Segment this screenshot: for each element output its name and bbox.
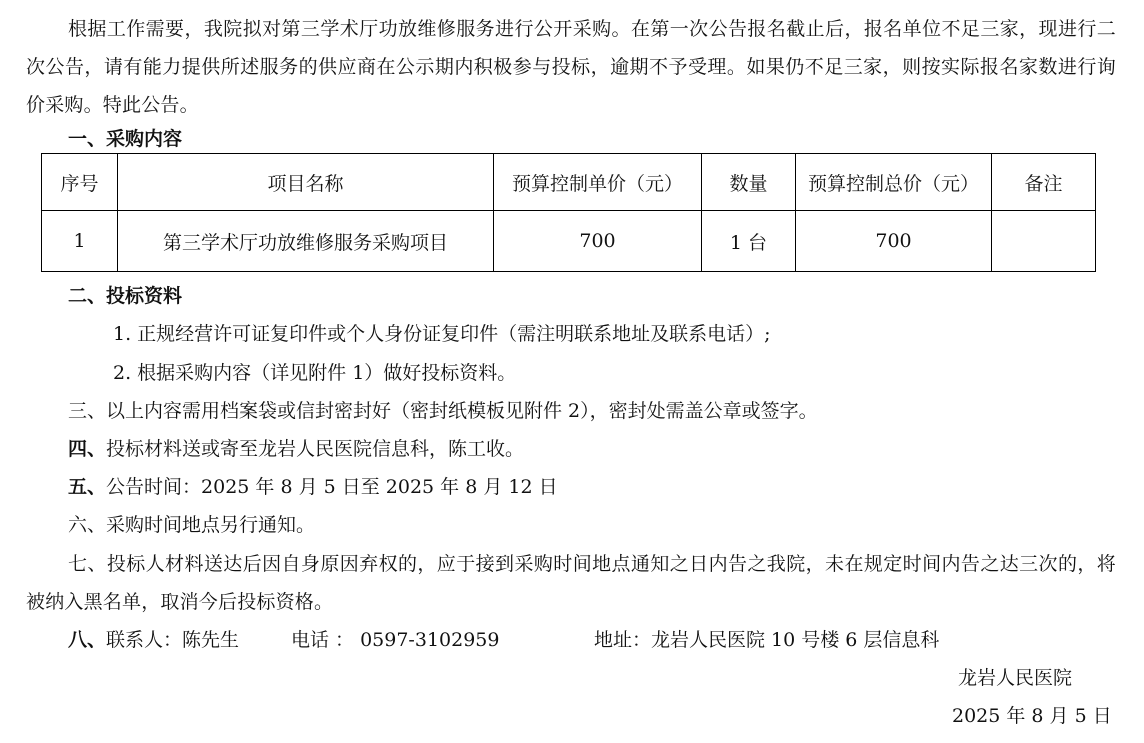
section7-paragraph: 七、投标人材料送达后因自身原因弃权的，应于接到采购时间地点通知之日内告之我院，未在规定时间内告之达三次的，将被纳入黑名单，取消今后投标资格。 bbox=[26, 553, 1116, 613]
section6-text: 六、采购时间地点另行通知。 bbox=[68, 514, 316, 536]
signature-date: 2025 年 8 月 5 日 bbox=[952, 705, 1112, 727]
section8-prefix: 八、 bbox=[68, 629, 107, 651]
table-row bbox=[42, 211, 1096, 272]
contact-address: 地址：龙岩人民医院 10 号楼 6 层信息科 bbox=[594, 629, 940, 651]
section4-prefix: 四、 bbox=[68, 438, 107, 460]
intro-paragraph: 根据工作需要，我院拟对第三学术厅功放维修服务进行公开采购。在第一次公告报名截止后，报名单位不足三家，现进行二次公告，请有能力提供所述服务的供应商在公示期内积极参与投标，逾期不予受理。如果仍不足三家，则按实际报名家数进行询价采购。特此公告。 bbox=[26, 18, 1116, 116]
section1-title: 一、采购内容 bbox=[68, 128, 183, 150]
section2-item-2: 2. 根据采购内容（详见附件 1）做好投标资料。 bbox=[113, 362, 517, 384]
contact-phone: 电话 ： 0597-3102959 bbox=[291, 629, 500, 651]
section2-title: 二、投标资料 bbox=[68, 285, 183, 307]
contact-line bbox=[68, 628, 239, 652]
procurement-table bbox=[41, 153, 1096, 272]
header-serial: 序号 bbox=[42, 154, 118, 211]
section5-text: 公告时间：2025 年 8 月 5 日至 2025 年 8 月 12 日 bbox=[106, 476, 558, 498]
section3-text: 三、以上内容需用档案袋或信封密封好（密封纸模板见附件 2），密封处需盖公章或签字。 bbox=[68, 400, 818, 422]
cell-remarks bbox=[992, 211, 1096, 272]
section5-prefix: 五、 bbox=[68, 476, 107, 498]
section4-text: 投标材料送或寄至龙岩人民医院信息科，陈工收。 bbox=[106, 438, 525, 460]
section5 bbox=[68, 475, 558, 499]
header-remarks: 备注 bbox=[992, 154, 1096, 211]
header-quantity: 数量 bbox=[702, 154, 796, 211]
contact-person: 联系人：陈先生 bbox=[106, 629, 240, 651]
cell-item-name: 第三学术厅功放维修服务采购项目 bbox=[118, 211, 494, 272]
cell-unit-price: 700 bbox=[494, 211, 702, 272]
section2-item-1: 1. 正规经营许可证复印件或个人身份证复印件（需注明联系地址及联系电话）; bbox=[113, 323, 771, 345]
section4 bbox=[68, 437, 524, 461]
signature-org: 龙岩人民医院 bbox=[958, 667, 1073, 689]
cell-quantity: 1 台 bbox=[702, 211, 796, 272]
cell-total-price: 700 bbox=[796, 211, 992, 272]
header-total-price: 预算控制总价（元） bbox=[796, 154, 992, 211]
header-item-name: 项目名称 bbox=[118, 154, 494, 211]
header-unit-price: 预算控制单价（元） bbox=[494, 154, 702, 211]
cell-serial: 1 bbox=[42, 211, 118, 272]
table-header-row bbox=[42, 154, 1096, 211]
